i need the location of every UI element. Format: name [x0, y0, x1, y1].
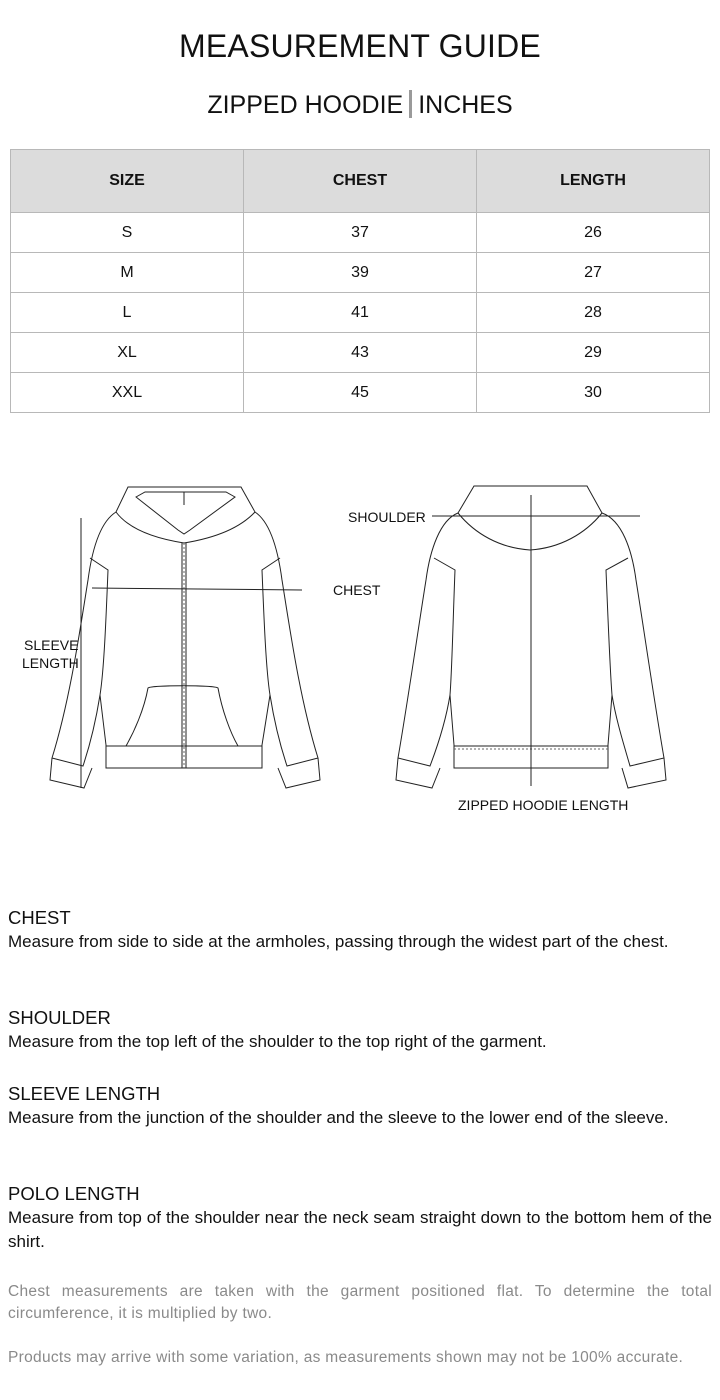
product-subtitle [0, 90, 720, 120]
unit-label: INCHES [418, 91, 513, 119]
table-row [11, 333, 710, 373]
subtitle-divider [409, 90, 412, 118]
description-heading: CHEST [8, 907, 71, 928]
column-header-size: SIZE [11, 150, 244, 213]
size-cell: XXL [11, 373, 244, 413]
variation-disclaimer: Products may arrive with some variation, as measurements shown may not be 100% accurate. [8, 1349, 684, 1366]
column-header-chest: CHEST [244, 150, 477, 213]
size-cell: S [11, 213, 244, 253]
sleeve-length-description [8, 1082, 712, 1130]
flat-measurement-note: Chest measurements are taken with the garment positioned flat. To determine the total circumference, it is multiplied by two. [8, 1283, 712, 1322]
product-name: ZIPPED HOODIE [207, 91, 404, 119]
length-cell: 27 [477, 253, 710, 293]
table-row [11, 293, 710, 333]
measurement-diagram [0, 470, 720, 830]
table-row [11, 253, 710, 293]
hoodie-back-drawing [396, 486, 666, 788]
shoulder-label: SHOULDER [348, 509, 426, 525]
chest-cell: 45 [244, 373, 477, 413]
table-row [11, 213, 710, 253]
description-text: Measure from the top left of the shoulder to the top right of the garment. [8, 1032, 547, 1051]
description-heading: SLEEVE LENGTH [8, 1083, 161, 1104]
sleeve-length-label-line2: LENGTH [22, 655, 79, 671]
hoodie-front-drawing [50, 487, 320, 788]
size-cell: M [11, 253, 244, 293]
description-text: Measure from side to side at the armholes, passing through the widest part of the chest. [8, 932, 669, 951]
length-cell: 26 [477, 213, 710, 253]
length-cell: 29 [477, 333, 710, 373]
sleeve-length-label-line1: SLEEVE [24, 637, 79, 653]
size-cell: L [11, 293, 244, 333]
description-heading: POLO LENGTH [8, 1183, 140, 1204]
chest-description [8, 906, 712, 954]
chest-cell: 41 [244, 293, 477, 333]
chest-label: CHEST [333, 582, 381, 598]
column-header-length: LENGTH [477, 150, 710, 213]
table-header-row [11, 150, 710, 213]
chest-cell: 43 [244, 333, 477, 373]
description-text: Measure from the junction of the shoulder and the sleeve to the lower end of the sleeve. [8, 1108, 669, 1127]
description-text: Measure from top of the shoulder near the neck seam straight down to the bottom hem of the shirt. [8, 1208, 712, 1251]
chest-cell: 37 [244, 213, 477, 253]
hoodie-length-label: ZIPPED HOODIE LENGTH [458, 797, 629, 813]
chest-cell: 39 [244, 253, 477, 293]
polo-length-description [8, 1182, 712, 1254]
length-cell: 28 [477, 293, 710, 333]
size-cell: XL [11, 333, 244, 373]
shoulder-description [8, 1006, 712, 1054]
table-row [11, 373, 710, 413]
length-cell: 30 [477, 373, 710, 413]
page-title: MEASUREMENT GUIDE [179, 28, 541, 64]
description-heading: SHOULDER [8, 1007, 111, 1028]
size-table [10, 149, 710, 413]
